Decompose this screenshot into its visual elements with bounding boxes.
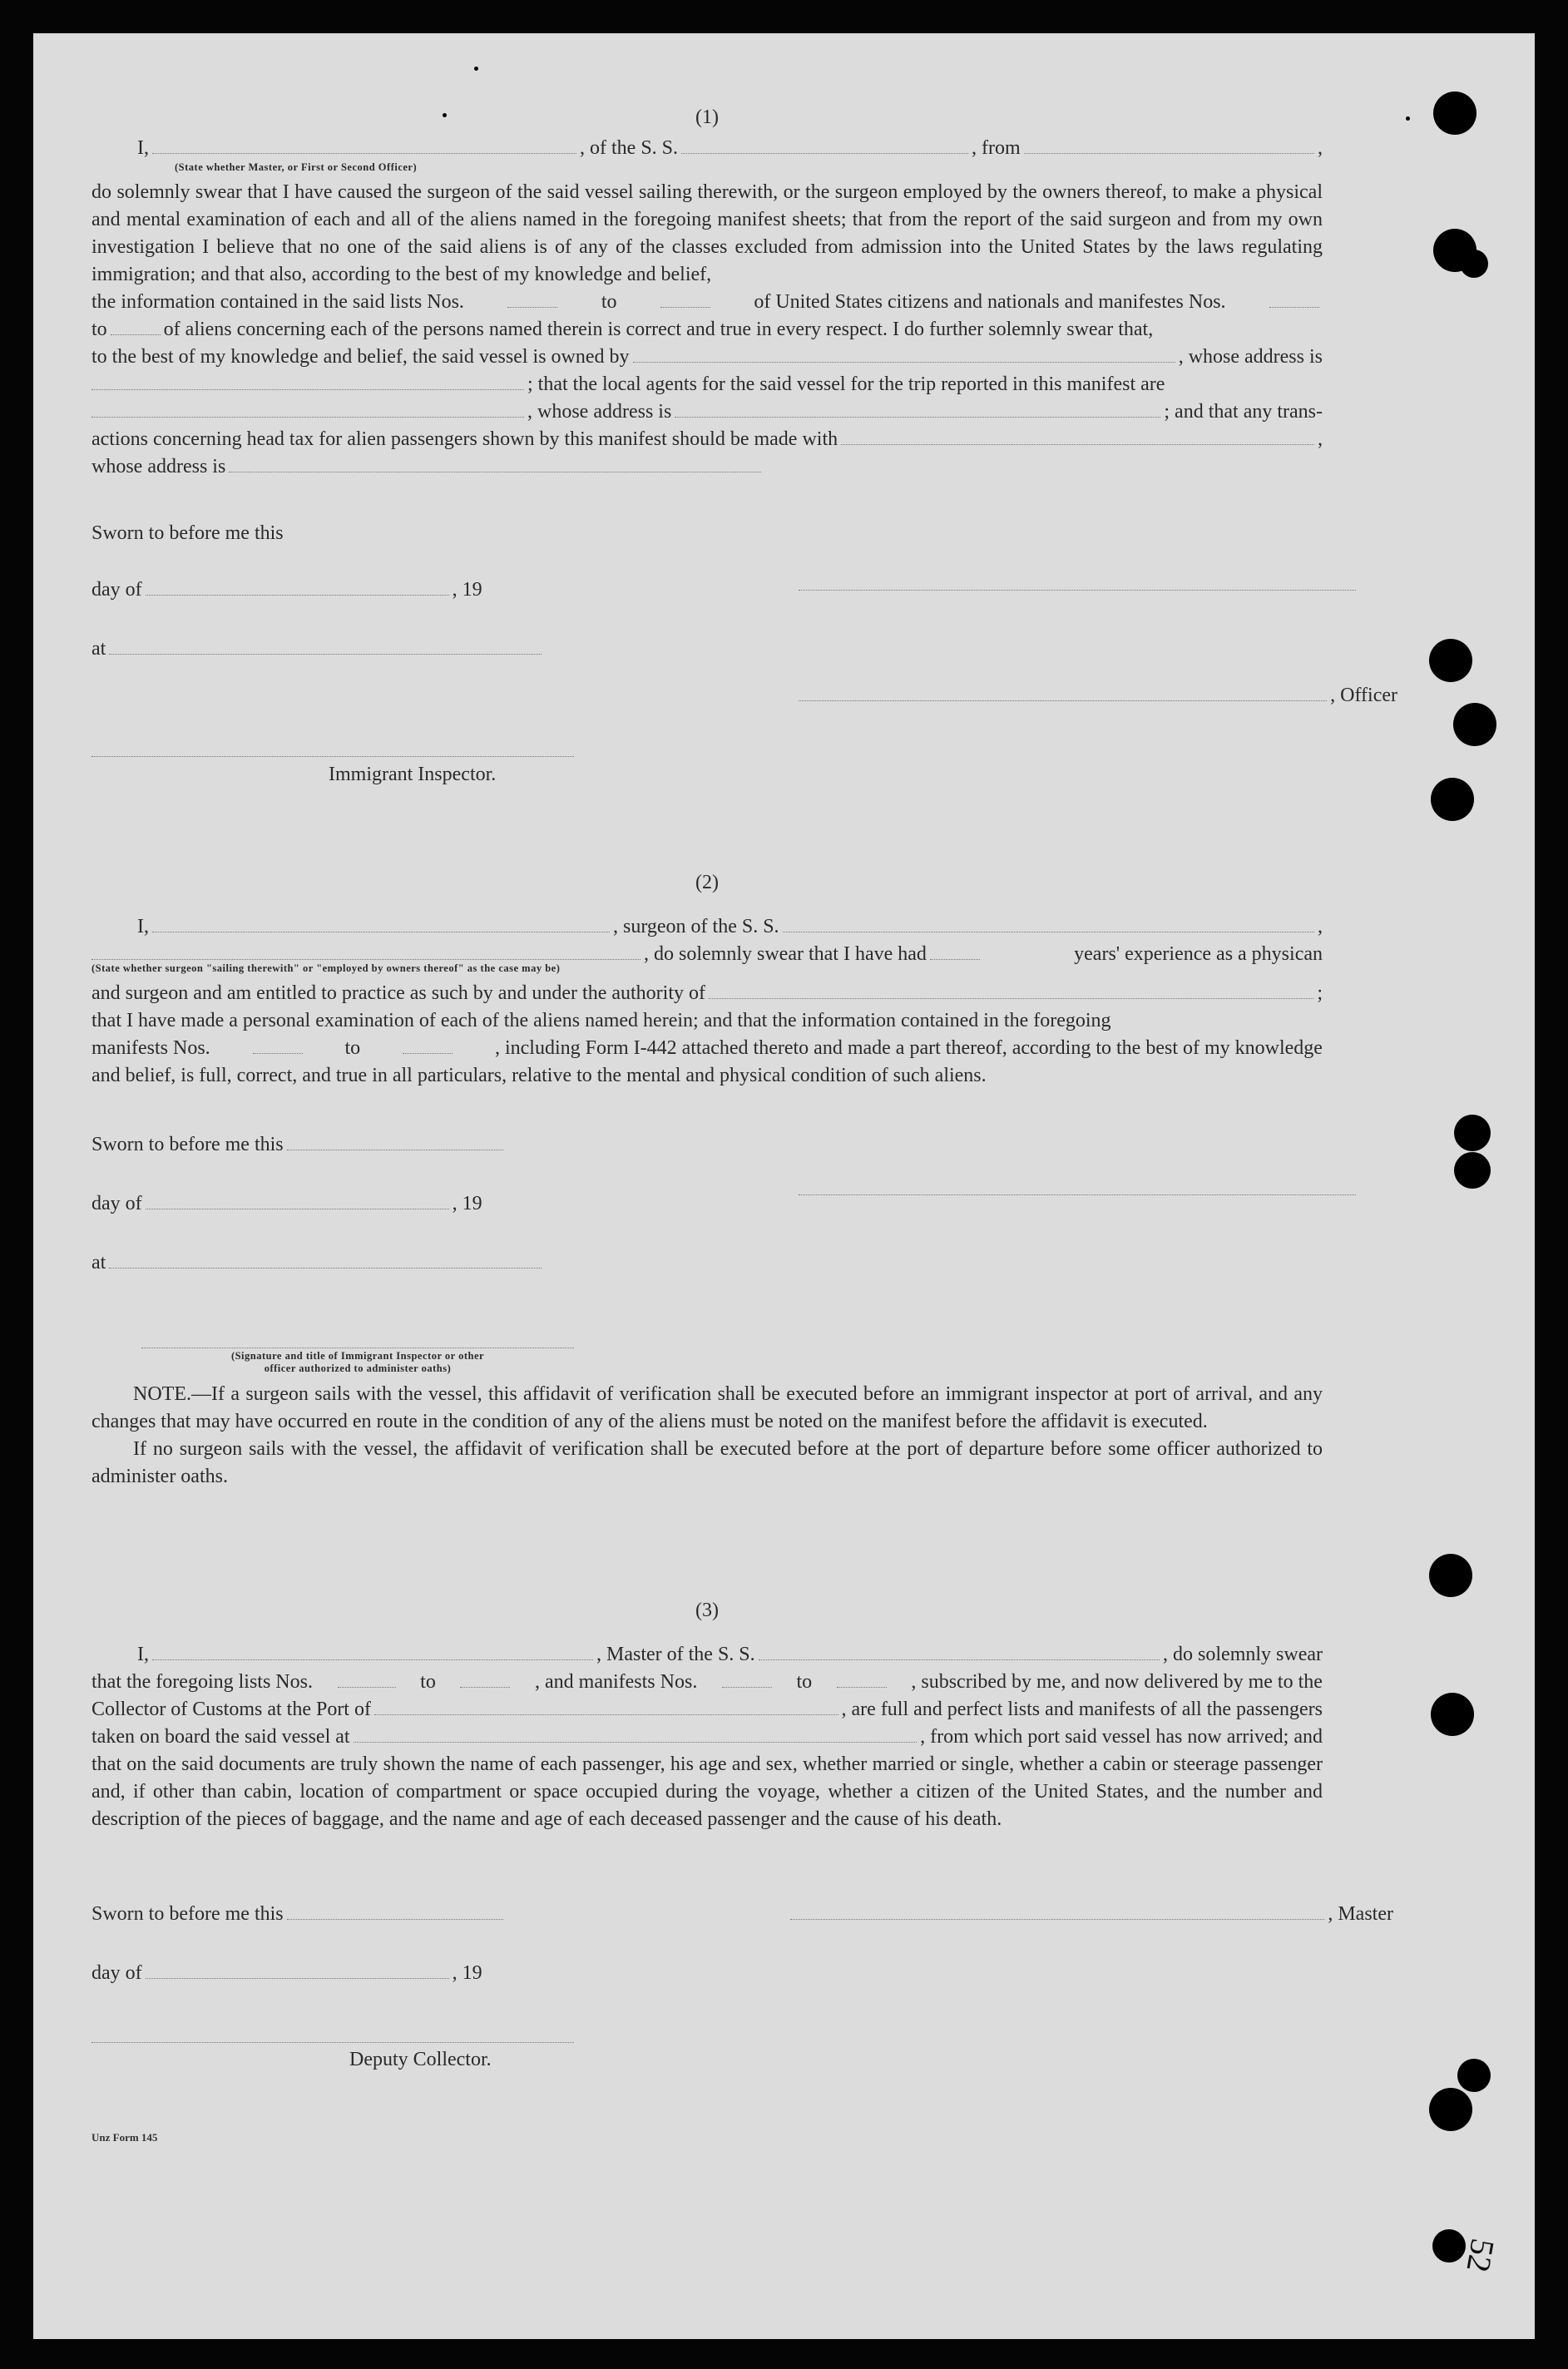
punch-hole (1454, 1152, 1491, 1189)
punctuation: ; (1317, 982, 1323, 1004)
manifests-from-field[interactable] (1269, 289, 1319, 308)
lists-to-field[interactable] (660, 289, 710, 308)
day-field[interactable] (146, 576, 449, 596)
sig-caption-2: officer authorized to administer oaths) (264, 1363, 452, 1374)
manifests-from-field[interactable] (722, 1669, 772, 1688)
section-3-jurat (92, 1901, 1393, 2070)
head-tax-field[interactable] (841, 426, 1314, 445)
owner-field[interactable] (633, 344, 1175, 363)
label-whose-address: , whose address is (1178, 346, 1323, 368)
master-name-field[interactable] (152, 1641, 593, 1660)
section-number: (1) (695, 106, 719, 128)
section-1 (92, 104, 1323, 481)
label-manifests: of United States citizens and nationals and manifestes Nos. (754, 291, 1226, 313)
lists-to-field[interactable] (460, 1669, 510, 1688)
punch-hole (1433, 91, 1476, 135)
label-officer: , Officer (1330, 685, 1397, 706)
label-including: , including Form I-442 attached thereto and made a part thereof, according to the best of my knowledge (494, 1037, 1323, 1059)
label-swear: , do solemnly swear that I have had (644, 943, 927, 965)
punch-hole (1453, 703, 1496, 746)
agents-address-field[interactable] (675, 398, 1160, 418)
form-number: Unz Form 145 (92, 2131, 158, 2144)
punch-hole (1431, 778, 1474, 821)
label-to: to (796, 1671, 813, 1693)
label-master: , Master (1328, 1903, 1393, 1925)
deputy-signature-line[interactable] (92, 2024, 574, 2043)
sworn-field[interactable] (287, 1901, 503, 1920)
label-day-of: day of (92, 579, 142, 601)
label-i: I, (137, 1644, 149, 1665)
surgeon-signature-line[interactable] (799, 1176, 1356, 1195)
surgeon-name-field[interactable] (152, 913, 610, 932)
manifests-to-field[interactable] (403, 1035, 453, 1054)
years-field[interactable] (930, 941, 980, 960)
section-number: (2) (695, 872, 719, 893)
body-paragraph: that on the said documents are truly shown the name of each passenger, his age and sex, whether married or single, whether a cabin or steerage passenger and, if other than cabin, location of compartment or space occupied during the voyage, whether a citizen of the United States, and the number and description of the pieces of baggage, and the name and age of each deceased passenger and the cause of his death. (92, 1753, 1323, 1830)
inspector-signature-line[interactable] (92, 738, 574, 757)
place-field[interactable] (109, 636, 542, 655)
label-from: , from (972, 137, 1021, 159)
agents-field[interactable] (92, 398, 524, 418)
body-paragraph: do solemnly swear that I have caused the surgeon of the said vessel sailing therewith, or the surgeon employed by the owners thereof, to make a physical and mental examination of each and all of the aliens named in the foregoing manifest sheets; that from the report of the said surgeon and from my own investigation I believe that no one of the said aliens is of any of the classes excluded from admission into the United States by the laws regulating immigration; and that also, according to the best of my knowledge and belief, (92, 181, 1323, 285)
ink-speck (474, 67, 478, 71)
label-sworn: Sworn to before me this (92, 1134, 284, 1155)
label-inspector: Immigrant Inspector. (329, 764, 497, 785)
label-sworn: Sworn to before me this (92, 1903, 284, 1925)
officer-name-line[interactable] (799, 682, 1327, 701)
label-year: , 19 (452, 1193, 482, 1214)
label-any-trans: ; and that any trans- (1164, 401, 1323, 423)
punch-hole (1460, 250, 1488, 278)
belief-text: and belief, is full, correct, and true in all particulars, relative to the mental and physical condition of such aliens. (92, 1065, 987, 1086)
label-taken: taken on board the said vessel at (92, 1726, 350, 1748)
punch-hole (1457, 2059, 1491, 2092)
section-1-jurat (92, 520, 1397, 785)
label-full-lists: , are full and perfect lists and manifests of all the passengers (841, 1699, 1323, 1720)
label-year: , 19 (452, 1962, 482, 1984)
label-head-tax: actions concerning head tax for alien passengers shown by this manifest should be made with (92, 428, 838, 450)
section-2-note (92, 1381, 1323, 1491)
manifests-to-field[interactable] (837, 1669, 887, 1688)
officer-title-field[interactable] (152, 135, 576, 154)
label-at: at (92, 638, 106, 660)
label-at: at (92, 1252, 106, 1274)
page-mark: 52 (1459, 2235, 1502, 2276)
from-port-field[interactable] (1024, 135, 1314, 154)
note-paragraph-2: If no surgeon sails with the vessel, the affidavit of verification shall be executed before at the port of departure before some officer authorized to administer oaths. (92, 1438, 1323, 1487)
place-field[interactable] (109, 1249, 542, 1269)
label-surgeon-of: , surgeon of the S. S. (613, 916, 779, 937)
label-day-of: day of (92, 1193, 142, 1214)
lists-from-field[interactable] (338, 1669, 396, 1688)
label-owned-by: to the best of my knowledge and belief, the said vessel is owned by (92, 346, 630, 368)
form-sheet (33, 33, 1535, 2339)
surgeon-status-field[interactable] (92, 941, 641, 960)
label-to: to (92, 319, 107, 340)
surgeon-caption: (State whether surgeon "sailing therewith" or "employed by owners thereof" as the case may be) (92, 962, 561, 974)
label-i: I, (137, 916, 149, 937)
label-lists: the information contained in the said lists Nos. (92, 291, 464, 313)
vessel-name-field[interactable] (759, 1641, 1160, 1660)
section-2-jurat (92, 1131, 1323, 1374)
punch-hole (1429, 639, 1472, 682)
exam-text: that I have made a personal examination of each of the aliens named herein; and that the information contained in the foregoing (92, 1010, 1111, 1031)
label-years: years' experience as a physican (1074, 943, 1323, 965)
punch-hole (1429, 1554, 1472, 1597)
punctuation: , (1318, 916, 1323, 937)
punch-hole (1431, 1693, 1474, 1736)
label-of-ss: , of the S. S. (580, 137, 679, 159)
punch-hole (1454, 1115, 1491, 1151)
authority-field[interactable] (709, 980, 1313, 999)
label-to: to (420, 1671, 436, 1693)
label-subscribed: , subscribed by me, and now delivered by me to the (911, 1671, 1323, 1693)
vessel-name-field[interactable] (783, 913, 1314, 932)
label-manifests: manifests Nos. (92, 1037, 210, 1059)
label-i: I, (137, 137, 149, 159)
label-swear: , do solemnly swear (1163, 1644, 1323, 1665)
label-sworn: Sworn to before me this (92, 522, 284, 544)
manifests-to-field[interactable] (111, 316, 161, 335)
vessel-name-field[interactable] (681, 135, 968, 154)
label-to: to (601, 291, 617, 313)
section-3 (92, 1597, 1323, 1833)
label-day-of: day of (92, 1962, 142, 1984)
inspector-signature-line[interactable] (141, 1329, 574, 1348)
label-arrived: , from which port said vessel has now arrived; and (920, 1726, 1323, 1748)
section-2 (92, 869, 1323, 1090)
label-deputy: Deputy Collector. (349, 2049, 492, 2070)
label-master-of: , Master of the S. S. (596, 1644, 755, 1665)
head-tax-address-field[interactable] (229, 453, 761, 472)
officer-caption: (State whether Master, or First or Second Officer) (175, 161, 418, 173)
punctuation: , (1318, 137, 1323, 159)
lists-from-field[interactable] (507, 289, 557, 308)
label-whose-address: , whose address is (527, 401, 672, 423)
label-authority: and surgeon and am entitled to practice as such by and under the authority of (92, 982, 705, 1004)
officer-signature-line[interactable] (799, 571, 1356, 591)
label-to: to (344, 1037, 361, 1059)
departure-port-field[interactable] (354, 1724, 918, 1743)
owner-address-field[interactable] (92, 371, 524, 390)
day-field[interactable] (146, 1190, 449, 1209)
day-field[interactable] (146, 1960, 449, 1979)
aliens-text: of aliens concerning each of the persons named therein is correct and true in every respect. I do further solemnly swear that, (163, 319, 1154, 340)
punch-hole (1429, 2088, 1472, 2131)
punctuation: , (1318, 428, 1323, 450)
label-manifests: , and manifests Nos. (535, 1671, 698, 1693)
port-field[interactable] (374, 1696, 838, 1715)
manifests-from-field[interactable] (253, 1035, 303, 1054)
note-paragraph: NOTE.—If a surgeon sails with the vessel, this affidavit of verification shall be executed before an immigrant inspector at port of arrival, and any changes that may have occurred en route in the condition of any of the aliens must be noted on the manifest before the affidavit is executed. (92, 1383, 1323, 1432)
label-whose-address: whose address is (92, 456, 226, 477)
master-signature-line[interactable] (790, 1901, 1324, 1920)
sworn-field[interactable] (287, 1131, 503, 1150)
label-year: , 19 (452, 579, 482, 601)
sig-caption-1: (Signature and title of Immigrant Inspector or other (230, 1350, 485, 1362)
label-lists: that the foregoing lists Nos. (92, 1671, 313, 1693)
label-agents: ; that the local agents for the said vessel for the trip reported in this manifest are (527, 373, 1165, 395)
section-number: (3) (695, 1600, 719, 1621)
ink-speck (1406, 116, 1410, 121)
label-collector: Collector of Customs at the Port of (92, 1699, 371, 1720)
